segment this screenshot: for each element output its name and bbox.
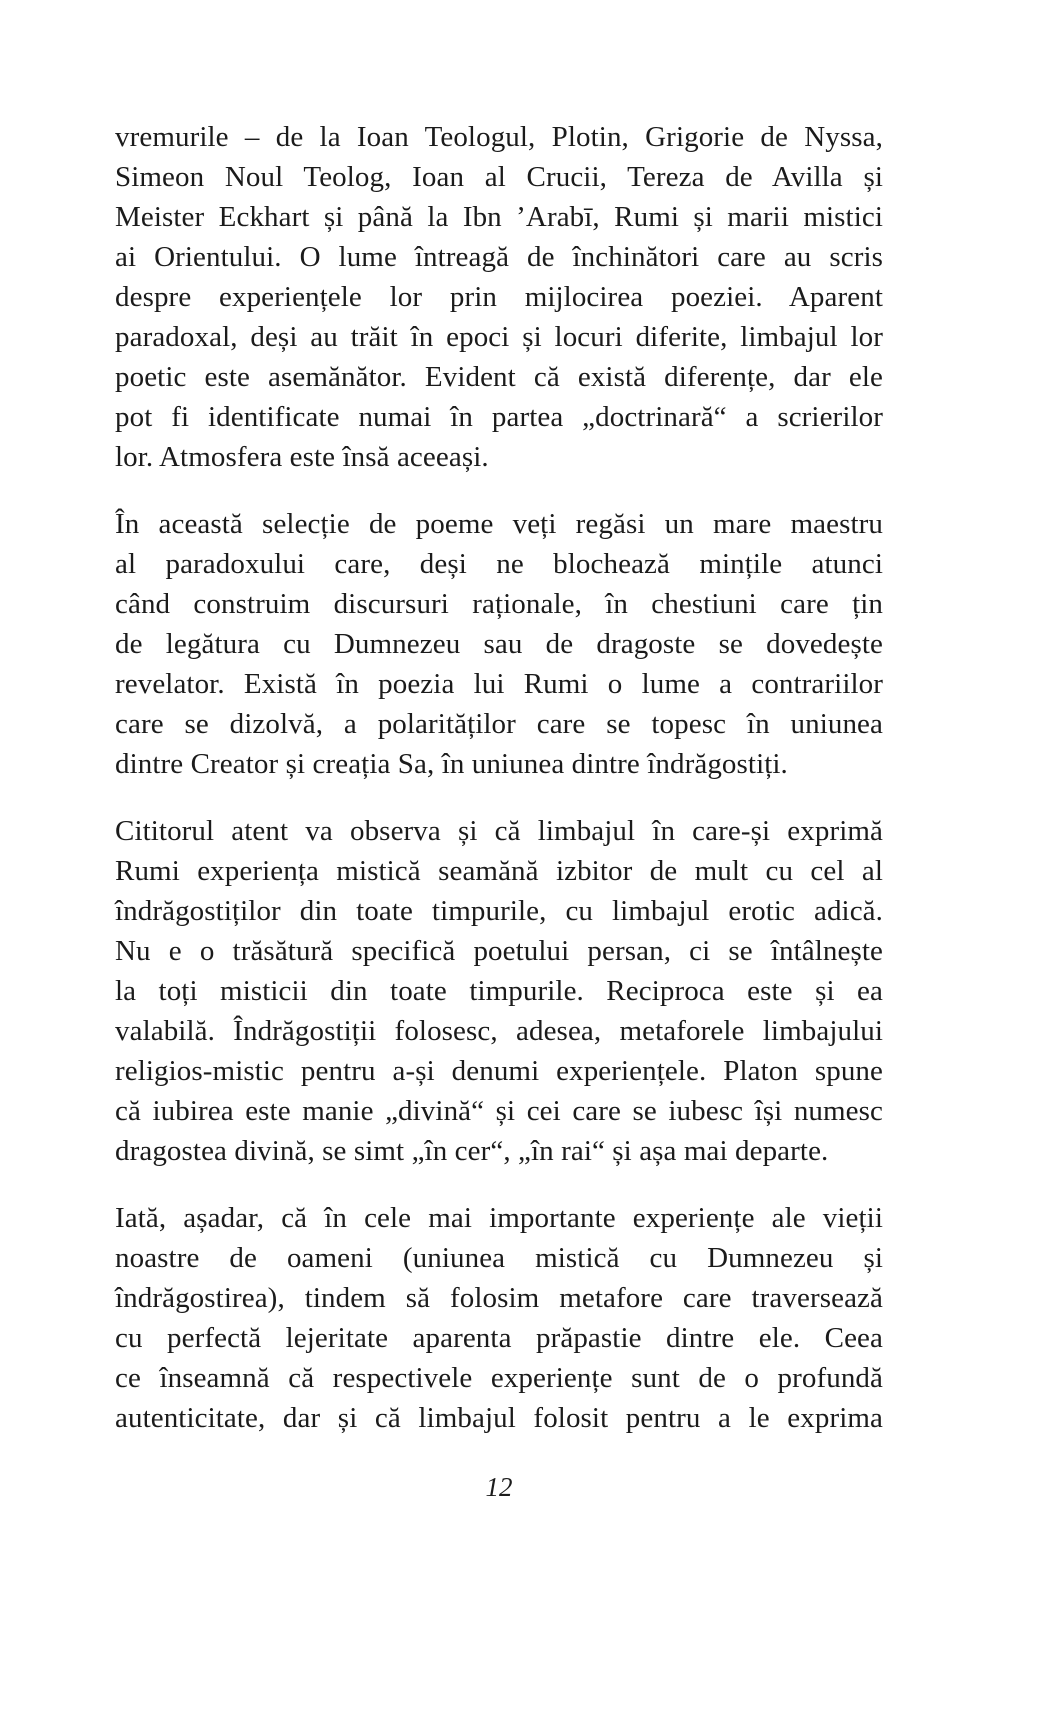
text-line: al paradoxului care, deși ne blochează mințile atunci — [115, 548, 883, 580]
text-line: că iubirea este manie „divină“ și cei care se iubesc își numesc — [115, 1095, 883, 1127]
text-line: Simeon Noul Teolog, Ioan al Crucii, Tereza de Avilla și — [115, 161, 883, 193]
text-line: valabilă. Îndrăgostiții folosesc, adesea, metaforele limbajului — [115, 1015, 883, 1047]
text-line: revelator. Există în poezia lui Rumi o lume a contrariilor — [115, 668, 883, 700]
text-line: ai Orientului. O lume întreagă de închinători care au scris — [115, 241, 883, 273]
text-line: Meister Eckhart și până la Ibn ’Arabī, Rumi și marii mistici — [115, 201, 883, 233]
text-column — [115, 117, 883, 1438]
text-line: cu perfectă lejeritate aparenta prăpastie dintre ele. Ceea — [115, 1322, 883, 1354]
text-line: poetic este asemănător. Evident că există diferențe, dar ele — [115, 361, 883, 393]
paragraph — [115, 1198, 883, 1438]
paragraph — [115, 811, 883, 1171]
text-line: Nu e o trăsătură specifică poetului persan, ci se întâlnește — [115, 935, 883, 967]
text-line: îndrăgostiților din toate timpurile, cu limbajul erotic adică. — [115, 895, 883, 927]
text-line: când construim discursuri raționale, în chestiuni care țin — [115, 588, 883, 620]
text-line: pot fi identificate numai în partea „doctrinară“ a scrierilor — [115, 401, 883, 433]
text-line: dragostea divină, se simt „în cer“, „în rai“ și așa mai departe. — [115, 1135, 829, 1167]
text-line: noastre de oameni (uniunea mistică cu Dumnezeu și — [115, 1242, 883, 1274]
text-line: În această selecție de poeme veți regăsi un mare maestru — [115, 508, 883, 540]
text-line: autenticitate, dar și că limbajul folosit pentru a le exprima — [115, 1402, 883, 1434]
paragraph — [115, 504, 883, 784]
paragraph — [115, 117, 883, 477]
text-line: ce înseamnă că respectivele experiențe sunt de o profundă — [115, 1362, 883, 1394]
text-line: de legătura cu Dumnezeu sau de dragoste se dovedește — [115, 628, 883, 660]
text-line: vremurile – de la Ioan Teologul, Plotin, Grigorie de Nyssa, — [115, 121, 883, 153]
text-line: dintre Creator și creația Sa, în uniunea dintre îndrăgostiți. — [115, 748, 788, 780]
text-line: paradoxal, deși au trăit în epoci și locuri diferite, limbajul lor — [115, 321, 883, 353]
text-line: religios-mistic pentru a-și denumi experiențele. Platon spune — [115, 1055, 883, 1087]
text-line: Cititorul atent va observa și că limbajul în care-și exprimă — [115, 815, 883, 847]
text-line: la toți misticii din toate timpurile. Reciproca este și ea — [115, 975, 883, 1007]
text-line: îndrăgostirea), tindem să folosim metafore care traversează — [115, 1282, 883, 1314]
book-page — [0, 117, 1040, 1717]
text-line: Iată, așadar, că în cele mai importante experiențe ale vieții — [115, 1202, 883, 1234]
text-line: care se dizolvă, a polarităților care se topesc în uniunea — [115, 708, 883, 740]
text-line: Rumi experiența mistică seamănă izbitor de mult cu cel al — [115, 855, 883, 887]
text-line: lor. Atmosfera este însă aceeași. — [115, 441, 489, 473]
page-number: 12 — [485, 1472, 513, 1502]
text-line: despre experiențele lor prin mijlocirea poeziei. Aparent — [115, 281, 883, 313]
